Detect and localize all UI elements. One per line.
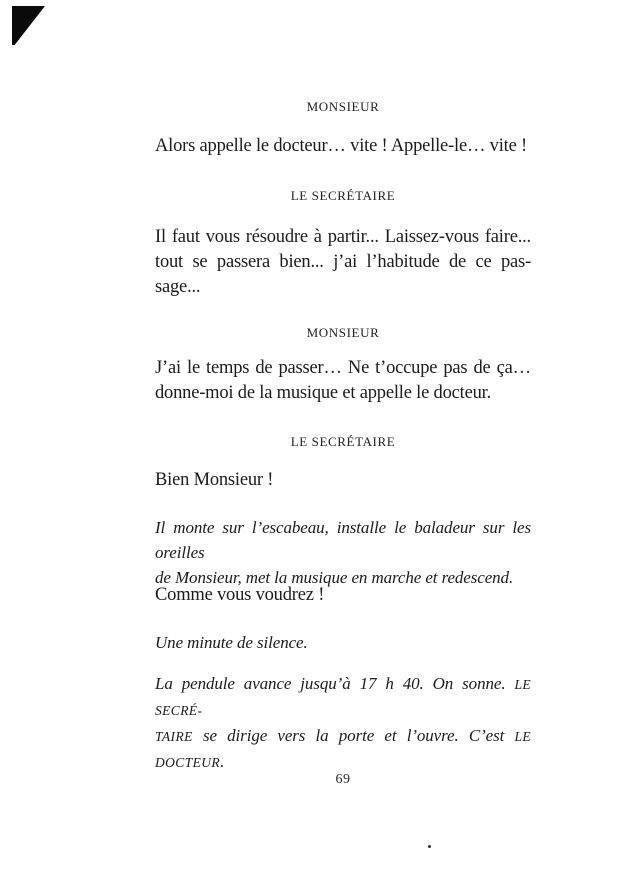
stage-direction-2: Une minute de silence.	[155, 633, 308, 652]
text-line	[155, 723, 531, 775]
dialogue-line-monsieur-1: Alors appelle le docteur… vite ! Appelle-le… vite !	[155, 136, 528, 156]
stage-text: La pendule avance jusqu’à 17 h 40. On sonne.	[155, 674, 515, 693]
smallcaps-docteur: LE DOCTEUR	[155, 729, 531, 770]
stage-direction-3	[155, 671, 531, 775]
smallcaps-secretaire: LE SECRÉ-	[155, 677, 531, 718]
text-line	[155, 671, 531, 723]
stage-text: .	[220, 752, 225, 771]
text-line: de Monsieur, met la musique en marche et redescend.	[155, 568, 514, 587]
stage-text: se dirige vers la porte et l’ouvre. C’est	[192, 726, 515, 745]
text-line: tout se passera bien... j’ai l’habitude de ce pas-	[155, 252, 531, 272]
text-line: donne-moi de la musique et appelle le docteur.	[155, 383, 492, 403]
text-line: Il faut vous résoudre à partir... Laissez-vous faire...	[155, 227, 531, 247]
scan-corner-artifact	[12, 6, 45, 45]
speaker-heading-secretaire-2: LE SECRÉTAIRE	[290, 434, 396, 449]
dialogue-block-monsieur-2	[155, 356, 531, 406]
speaker-heading-monsieur-1: MONSIEUR	[306, 99, 380, 114]
dialogue-block-secretaire-1	[155, 225, 531, 300]
dialogue-line-secretaire-2: Bien Monsieur !	[155, 470, 274, 490]
dialogue-line-comme-vous-voudrez: Comme vous voudrez !	[155, 585, 325, 605]
stage-direction-1	[155, 515, 531, 590]
smallcaps-taire: TAIRE	[155, 729, 193, 744]
text-line: Il monte sur l’escabeau, installe le baladeur sur les oreilles	[155, 518, 531, 562]
page-number: 69	[335, 772, 351, 787]
text-line: sage...	[155, 277, 201, 297]
speaker-heading-monsieur-2: MONSIEUR	[306, 325, 380, 340]
speaker-heading-secretaire-1: LE SECRÉTAIRE	[290, 188, 396, 203]
text-line: J’ai le temps de passer… Ne t’occupe pas de ça…	[155, 358, 531, 378]
ink-speck-artifact	[428, 845, 431, 848]
